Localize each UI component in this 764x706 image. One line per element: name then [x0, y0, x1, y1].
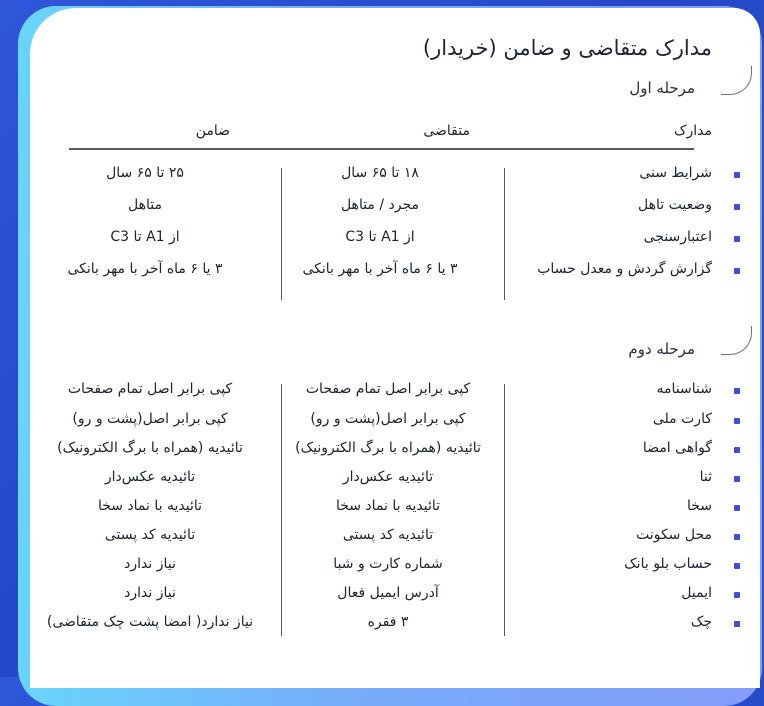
- table-row: [30, 381, 760, 407]
- table-row: [30, 229, 760, 255]
- bullet-icon: [734, 388, 740, 394]
- table-row: [30, 527, 760, 553]
- row-label: سخا: [686, 498, 712, 514]
- guarantor-value: ۲۵ تا ۶۵ سال: [106, 165, 184, 181]
- bullet-icon: [734, 592, 740, 598]
- row-label: ثنا: [699, 469, 712, 485]
- header-applicant: متقاضی: [423, 123, 470, 139]
- bullet-icon: [734, 236, 740, 242]
- guarantor-value: متاهل: [128, 197, 162, 213]
- bullet-icon: [734, 621, 740, 627]
- applicant-value: تائیدیه با نماد سخا: [335, 498, 441, 514]
- section-curve-decoration: [721, 326, 752, 355]
- bullet-icon: [734, 204, 740, 210]
- table-row: [30, 498, 760, 524]
- table-row: [30, 556, 760, 582]
- table-row: [30, 197, 760, 223]
- bullet-icon: [734, 476, 740, 482]
- row-label: حساب بلو بانک: [624, 556, 712, 572]
- header-documents: مدارک: [673, 123, 712, 139]
- applicant-value: ۳ فقره: [367, 614, 409, 630]
- row-label: شناسنامه: [656, 381, 712, 397]
- applicant-value: تائیدیه کد پستی: [342, 527, 434, 543]
- row-label: اعتبارسنجی: [643, 229, 712, 245]
- bullet-icon: [734, 534, 740, 540]
- stage2-heading: مرحله دوم: [628, 340, 695, 358]
- page-title: مدارک متقاضی و ضامن (خریدار): [422, 36, 712, 60]
- table-row: [30, 165, 760, 191]
- guarantor-value: نیاز ندارد( امضا پشت چک متقاضی): [46, 614, 254, 630]
- row-label: کارت ملی: [652, 411, 712, 427]
- table-row: [30, 469, 760, 495]
- header-guarantor: ضامن: [195, 123, 230, 139]
- stage1-heading: مرحله اول: [629, 79, 695, 97]
- applicant-value: شماره کارت و شبا: [333, 556, 443, 572]
- header-divider: [69, 148, 694, 150]
- guarantor-value: از A1 تا C3: [110, 229, 180, 245]
- guarantor-value: ۳ یا ۶ ماه آخر با مهر بانکی: [67, 261, 223, 277]
- guarantor-value: نیاز ندارد: [124, 556, 176, 572]
- guarantor-value: کپی برابر اصل(پشت و رو): [72, 411, 228, 427]
- row-label: چک: [690, 614, 712, 630]
- applicant-value: آدرس ایمیل فعال: [337, 585, 439, 601]
- bullet-icon: [734, 268, 740, 274]
- guarantor-value: تائیدیه (همراه با برگ الکترونیک): [57, 440, 243, 456]
- applicant-value: از A1 تا C3: [345, 229, 415, 245]
- bullet-icon: [734, 505, 740, 511]
- applicant-value: کپی برابر اصل(پشت و رو): [310, 411, 466, 427]
- row-label: گواهی امضا: [642, 440, 712, 456]
- row-label: گزارش گردش و معدل حساب: [537, 261, 712, 277]
- guarantor-value: تائیدیه با نماد سخا: [97, 498, 203, 514]
- row-label: شرایط سنی: [639, 165, 712, 181]
- bullet-icon: [734, 447, 740, 453]
- applicant-value: ۱۸ تا ۶۵ سال: [341, 165, 419, 181]
- row-label: وضعیت تاهل: [638, 197, 712, 213]
- applicant-value: ۳ یا ۶ ماه آخر با مهر بانکی: [302, 261, 458, 277]
- table-row: [30, 411, 760, 437]
- bullet-icon: [734, 172, 740, 178]
- applicant-value: تائیدیه (همراه با برگ الکترونیک): [295, 440, 481, 456]
- documents-card: [30, 8, 760, 688]
- guarantor-value: کپی برابر اصل تمام صفحات: [67, 381, 233, 397]
- section-curve-decoration: [721, 66, 752, 95]
- table-row: [30, 440, 760, 466]
- applicant-value: تائیدیه عکس‌دار: [342, 469, 434, 485]
- row-label: محل سکونت: [636, 527, 712, 543]
- table-row: [30, 261, 760, 287]
- table-row: [30, 614, 760, 640]
- applicant-value: مجرد / متاهل: [340, 197, 420, 213]
- applicant-value: کپی برابر اصل تمام صفحات: [305, 381, 471, 397]
- guarantor-value: تائیدیه عکس‌دار: [104, 469, 196, 485]
- row-label: ایمیل: [681, 585, 712, 601]
- table-row: [30, 585, 760, 611]
- bullet-icon: [734, 563, 740, 569]
- guarantor-value: نیاز ندارد: [124, 585, 176, 601]
- bullet-icon: [734, 418, 740, 424]
- guarantor-value: تائیدیه کد پستی: [104, 527, 196, 543]
